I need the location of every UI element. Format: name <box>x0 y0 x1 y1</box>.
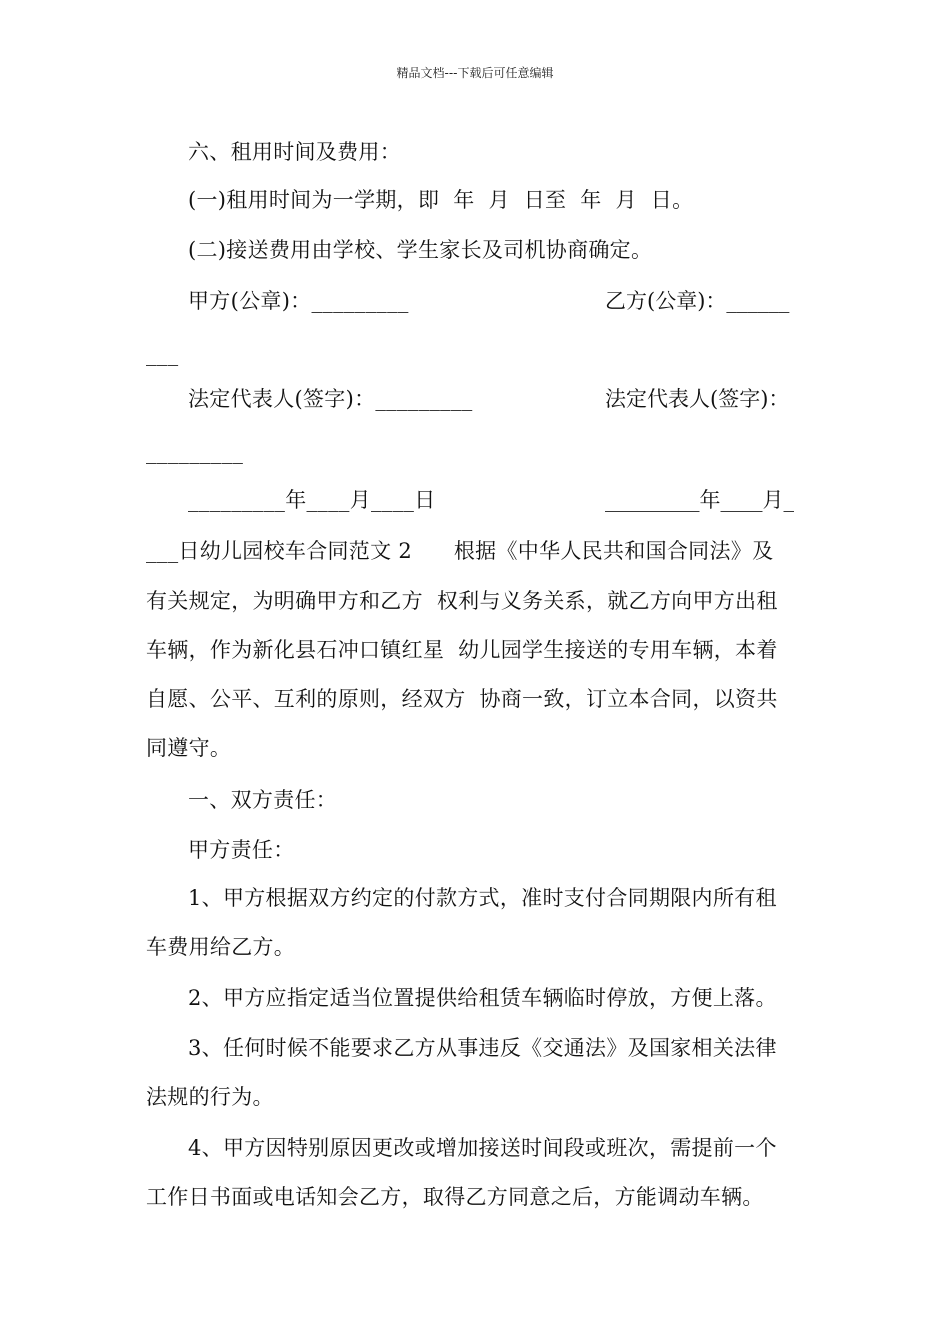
list-item: 1、甲方根据双方约定的付款方式，准时支付合同期限内所有租 <box>188 886 777 910</box>
list-item-continued: 车费用给乙方。 <box>146 935 296 959</box>
party-b-representative-line: 法定代表人(签字)： <box>605 387 790 411</box>
party-a-representative-line: 法定代表人(签字)：_________ <box>188 387 473 411</box>
paragraph-line: ___日幼儿园校车合同范文 2 根据《中华人民共和国合同法》及 <box>146 539 774 563</box>
subheading-party-a-responsibilities: 甲方责任： <box>188 838 295 862</box>
party-b-seal-line: 乙方(公章)：______ <box>605 289 790 313</box>
section-heading-responsibilities: 一、双方责任： <box>188 788 338 812</box>
list-item: 2、甲方应指定适当位置提供给租赁车辆临时停放，方便上落。 <box>188 986 777 1010</box>
party-a-date-line: _________年____月____日 <box>188 488 436 512</box>
party-b-representative-blank: _________ <box>146 440 244 464</box>
party-a-seal-line: 甲方(公章)：_________ <box>188 289 409 313</box>
list-item-continued: 工作日书面或电话知会乙方，取得乙方同意之后，方能调动车辆。 <box>146 1185 764 1209</box>
list-item: 4、甲方因特别原因更改或增加接送时间段或班次，需提前一个 <box>188 1136 777 1160</box>
list-item: 3、任何时候不能要求乙方从事违反《交通法》及国家相关法律 <box>188 1036 777 1060</box>
party-b-date-line: _________年____月_ <box>605 488 794 512</box>
clause-rental-period: (一)租用时间为一学期，即 年 月 日至 年 月 日。 <box>188 188 694 212</box>
paragraph-line: 自愿、公平、互利的原则，经双方 协商一致，订立本合同，以资共 <box>146 687 778 711</box>
clause-fees: (二)接送费用由学校、学生家长及司机协商确定。 <box>188 238 653 262</box>
paragraph-line: 有关规定，为明确甲方和乙方 权利与义务关系，就乙方向甲方出租 <box>146 589 778 613</box>
paragraph-line: 车辆，作为新化县石冲口镇红星 幼儿园学生接送的专用车辆，本着 <box>146 638 778 662</box>
page-header: 精品文档---下载后可任意编辑 <box>396 66 554 80</box>
party-b-seal-line-continued: ___ <box>146 342 179 366</box>
list-item-continued: 法规的行为。 <box>146 1085 274 1109</box>
paragraph-line: 同遵守。 <box>146 736 232 760</box>
section-heading-rental-time: 六、租用时间及费用： <box>188 140 401 164</box>
